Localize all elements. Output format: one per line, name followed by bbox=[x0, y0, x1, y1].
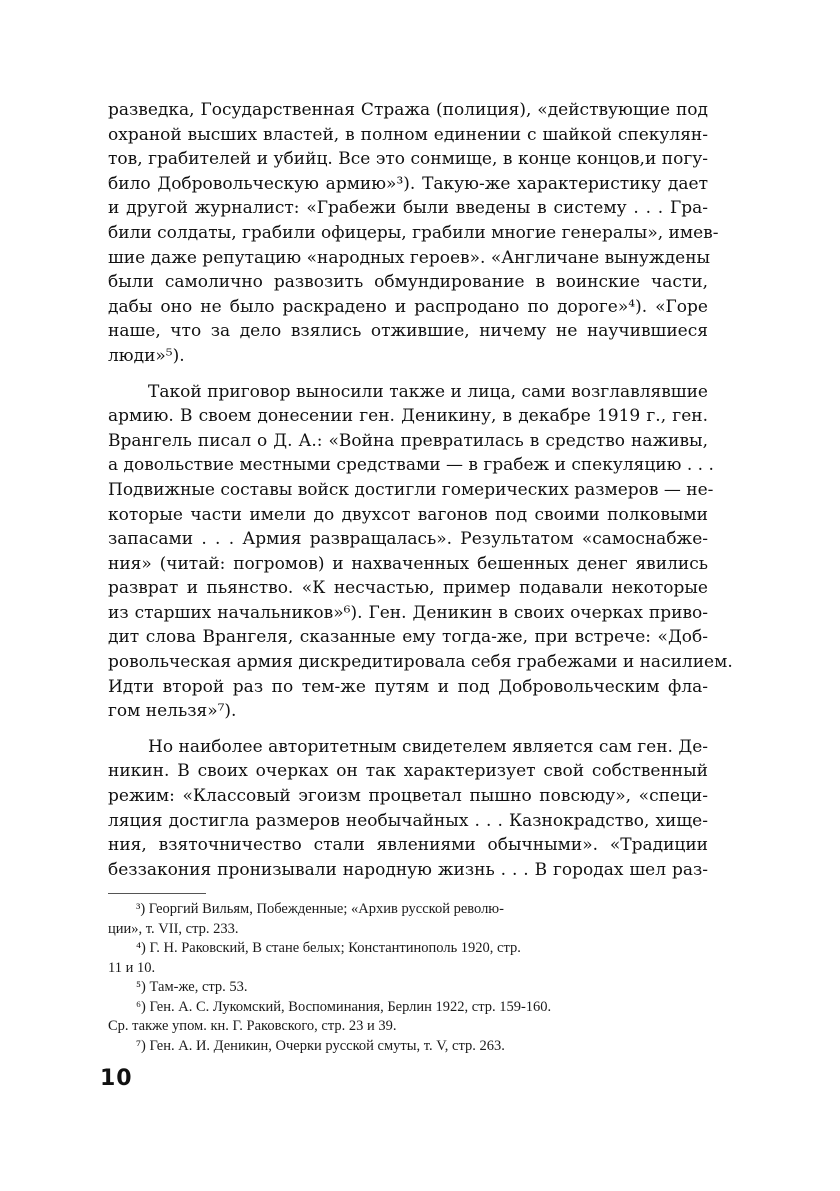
text-line: из старших начальников»⁶). Ген. Деникин в своих очерках приво- bbox=[108, 602, 708, 623]
footnote bbox=[108, 900, 708, 939]
paragraph bbox=[108, 98, 719, 369]
text-line: беззакония пронизывали народную жизнь . . . В городах шел раз- bbox=[108, 859, 708, 880]
text-line: армию. В своем донесении ген. Деникину, в декабре 1919 г., ген. bbox=[108, 406, 708, 427]
footnote-line: ⁴) Г. Н. Раковский, В стане белых; Константинополь 1920, стр. bbox=[136, 940, 521, 957]
text-line: охраной высших властей, в полном единении с шайкой спекулян- bbox=[108, 124, 708, 145]
text-line: Подвижные составы войск достигли гомерических размеров — не- bbox=[108, 479, 714, 500]
text-line: ния, взяточничество стали явлениями обычными». «Традиции bbox=[108, 835, 708, 856]
text-line: шие даже репутацию «народных героев». «Англичане вынуждены bbox=[108, 247, 711, 268]
text-line: режим: «Классовый эгоизм процветал пышно повсюду», «специ- bbox=[108, 786, 708, 807]
text-line: разведка, Государственная Стража (полиция), «действующие под bbox=[108, 100, 708, 120]
page-content bbox=[108, 98, 733, 1056]
text-line: Но наиболее авторитетным свидетелем является сам ген. Де- bbox=[148, 736, 708, 757]
text-line: люди»⁵). bbox=[108, 345, 185, 366]
text-line: а довольствие местными средствами — в грабеж и спекуляцию . . . bbox=[108, 455, 714, 476]
footnote-line: ⁷) Ген. А. И. Деникин, Очерки русской смуты, т. V, стр. 263. bbox=[136, 1037, 505, 1054]
text-line: гом нельзя»⁷). bbox=[108, 701, 237, 722]
page-number: 10 bbox=[100, 1066, 133, 1091]
footnote-separator bbox=[108, 893, 206, 894]
footnote-line: ³) Георгий Вильям, Побежденные; «Архив русской револю- bbox=[136, 901, 504, 918]
footnote-line: 11 и 10. bbox=[108, 959, 156, 976]
text-line: дит слова Врангеля, сказанные ему тогда-же, при встрече: «Доб- bbox=[108, 627, 708, 648]
text-line: Врангель писал о Д. А.: «Война превратилась в средство наживы, bbox=[108, 430, 708, 451]
footnote bbox=[108, 978, 708, 998]
footnote bbox=[108, 998, 708, 1037]
footnote bbox=[108, 939, 708, 978]
paragraph bbox=[108, 380, 733, 724]
footnote bbox=[108, 1037, 708, 1057]
text-line: наше, что за дело взялись отжившие, ничему не научившиеся bbox=[108, 321, 708, 342]
text-line: которые части имели до двухсот вагонов под своими полковыми bbox=[108, 504, 708, 525]
text-line: ния» (читай: погромов) и нахваченных бешенных денег явились bbox=[108, 553, 708, 574]
footnote-line: ции», т. VII, стр. 233. bbox=[108, 920, 239, 937]
text-line: Идти второй раз по тем-же путям и под Добровольческим фла- bbox=[108, 676, 708, 697]
paragraph bbox=[108, 735, 708, 883]
footnote-line: Ср. также упом. кн. Г. Раковского, стр. 23 и 39. bbox=[108, 1018, 397, 1035]
text-line: разврат и пьянство. «К несчастью, пример подавали некоторые bbox=[108, 578, 708, 599]
text-line: дабы оно не было раскрадено и распродано по дороге»⁴). «Горе bbox=[108, 296, 708, 317]
footnotes bbox=[108, 900, 708, 1056]
text-line: били солдаты, грабили офицеры, грабили многие генералы», имев- bbox=[108, 222, 719, 243]
text-line: тов, грабителей и убийц. Все это сонмище, в конце концов,и погу- bbox=[108, 149, 708, 170]
footnote-line: ⁶) Ген. А. С. Лукомский, Воспоминания, Берлин 1922, стр. 159-160. bbox=[136, 998, 552, 1015]
text-line: никин. В своих очерках он так характеризует свой собственный bbox=[108, 761, 708, 782]
text-line: запасами . . . Армия развращалась». Результатом «самоснабже- bbox=[108, 529, 708, 550]
footnote-line: ⁵) Там-же, стр. 53. bbox=[136, 979, 248, 996]
text-line: Такой приговор выносили также и лица, сами возглавлявшие bbox=[148, 381, 708, 402]
text-line: било Добровольческую армию»³). Такую-же характеристику дает bbox=[108, 173, 708, 194]
body-text bbox=[108, 98, 733, 882]
text-line: ровольческая армия дискредитировала себя грабежами и насилием. bbox=[108, 652, 733, 673]
text-line: были самолично развозить обмундирование в воинские части, bbox=[108, 272, 708, 293]
text-line: и другой журналист: «Грабежи были введены в систему . . . Гра- bbox=[108, 198, 708, 219]
text-line: ляция достигла размеров необычайных . . . Казнокрадство, хище- bbox=[108, 810, 708, 831]
